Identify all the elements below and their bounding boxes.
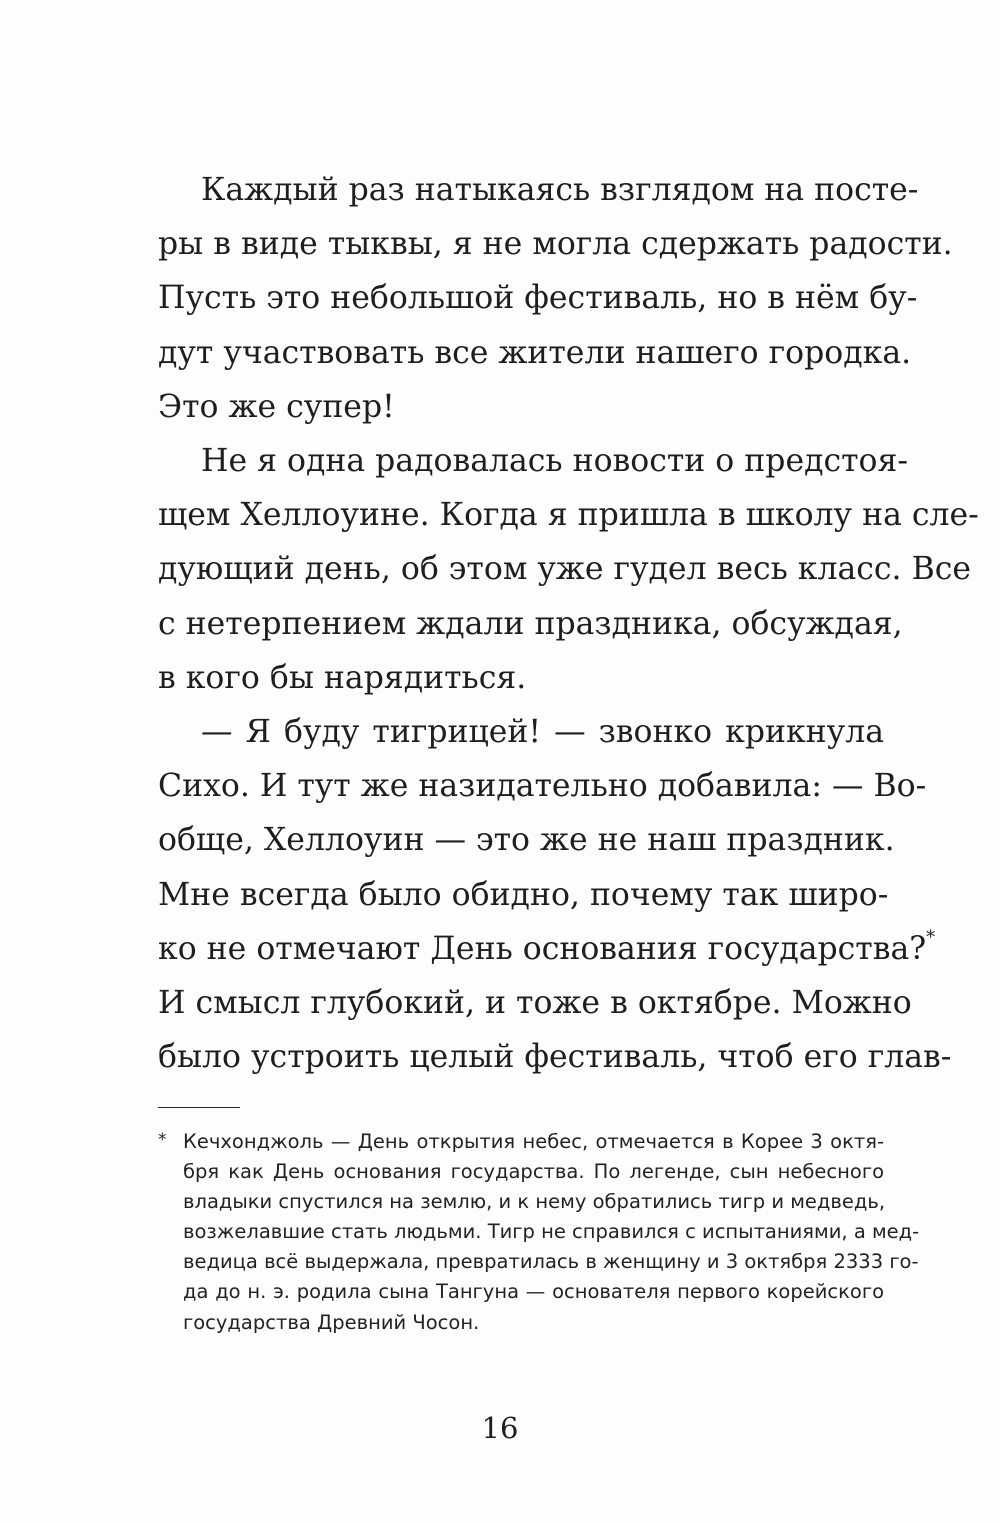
footnote-divider bbox=[158, 1107, 240, 1108]
text-line: Каждый раз натыкаясь взглядом на посте- bbox=[201, 172, 919, 208]
text-line: в кого бы нарядиться. bbox=[158, 659, 527, 696]
text-line: Мне всегда было обидно, почему так широ- bbox=[158, 876, 889, 913]
footnote-star: * bbox=[158, 1130, 167, 1150]
footnote-line: Кечхонджоль — День открытия небес, отмечается в Корее 3 октя- bbox=[183, 1130, 884, 1153]
main-text bbox=[158, 163, 979, 1084]
footnote-line: ведица всё выдержала, превратилась в женщину и 3 октября 2333 го- bbox=[183, 1250, 919, 1274]
text-line: Не я одна радовалась новости о предстоя- bbox=[201, 443, 909, 480]
text-line: дут участвовать все жители нашего городка. bbox=[158, 334, 912, 371]
footnote-line: государства Древний Чосон. bbox=[183, 1310, 480, 1334]
text-line: Пусть это небольшой фестиваль, но в нём бу- bbox=[158, 280, 918, 317]
footnote-line: бря как День основания государства. По легенде, сын небесного bbox=[183, 1160, 884, 1184]
text-line: щем Хеллоуине. Когда я пришла в школу на сле- bbox=[158, 497, 979, 534]
footnote-line: возжелавшие стать людьми. Тигр не справился с испытаниями, а мед- bbox=[183, 1220, 920, 1244]
text-line: обще, Хеллоуин — это же не наш праздник. bbox=[158, 822, 895, 859]
page-number: 16 bbox=[481, 1411, 519, 1445]
footnote-body bbox=[183, 1127, 920, 1338]
text-line: Сихо. И тут же назидательно добавила: — Во- bbox=[158, 768, 927, 805]
footnote bbox=[158, 1127, 920, 1338]
footnote-line: да до н. э. родила сына Тангуна — основателя первого корейского bbox=[183, 1280, 884, 1304]
text-line: было устроить целый фестиваль, чтоб его глав- bbox=[158, 1039, 952, 1076]
footnote-reference: * bbox=[926, 927, 936, 949]
footnote-line: владыки спустился на землю, и к нему обратились тигр и медведь, bbox=[183, 1190, 886, 1214]
text-line: Это же супер! bbox=[158, 388, 395, 425]
text-line: с нетерпением ждали праздника, обсуждая, bbox=[158, 605, 903, 642]
text-line: ко не отмечают День основания государства? bbox=[158, 930, 927, 967]
text-line: дующий день, об этом уже гудел весь класс. Все bbox=[158, 551, 972, 588]
text-line: — Я буду тигрицей! — звонко крикнула bbox=[201, 714, 884, 751]
text-line: И смысл глубокий, и тоже в октябре. Можно bbox=[158, 985, 912, 1022]
text-line-with-footnote bbox=[158, 922, 936, 976]
text-line: ры в виде тыквы, я не могла сдержать радости. bbox=[158, 226, 953, 263]
